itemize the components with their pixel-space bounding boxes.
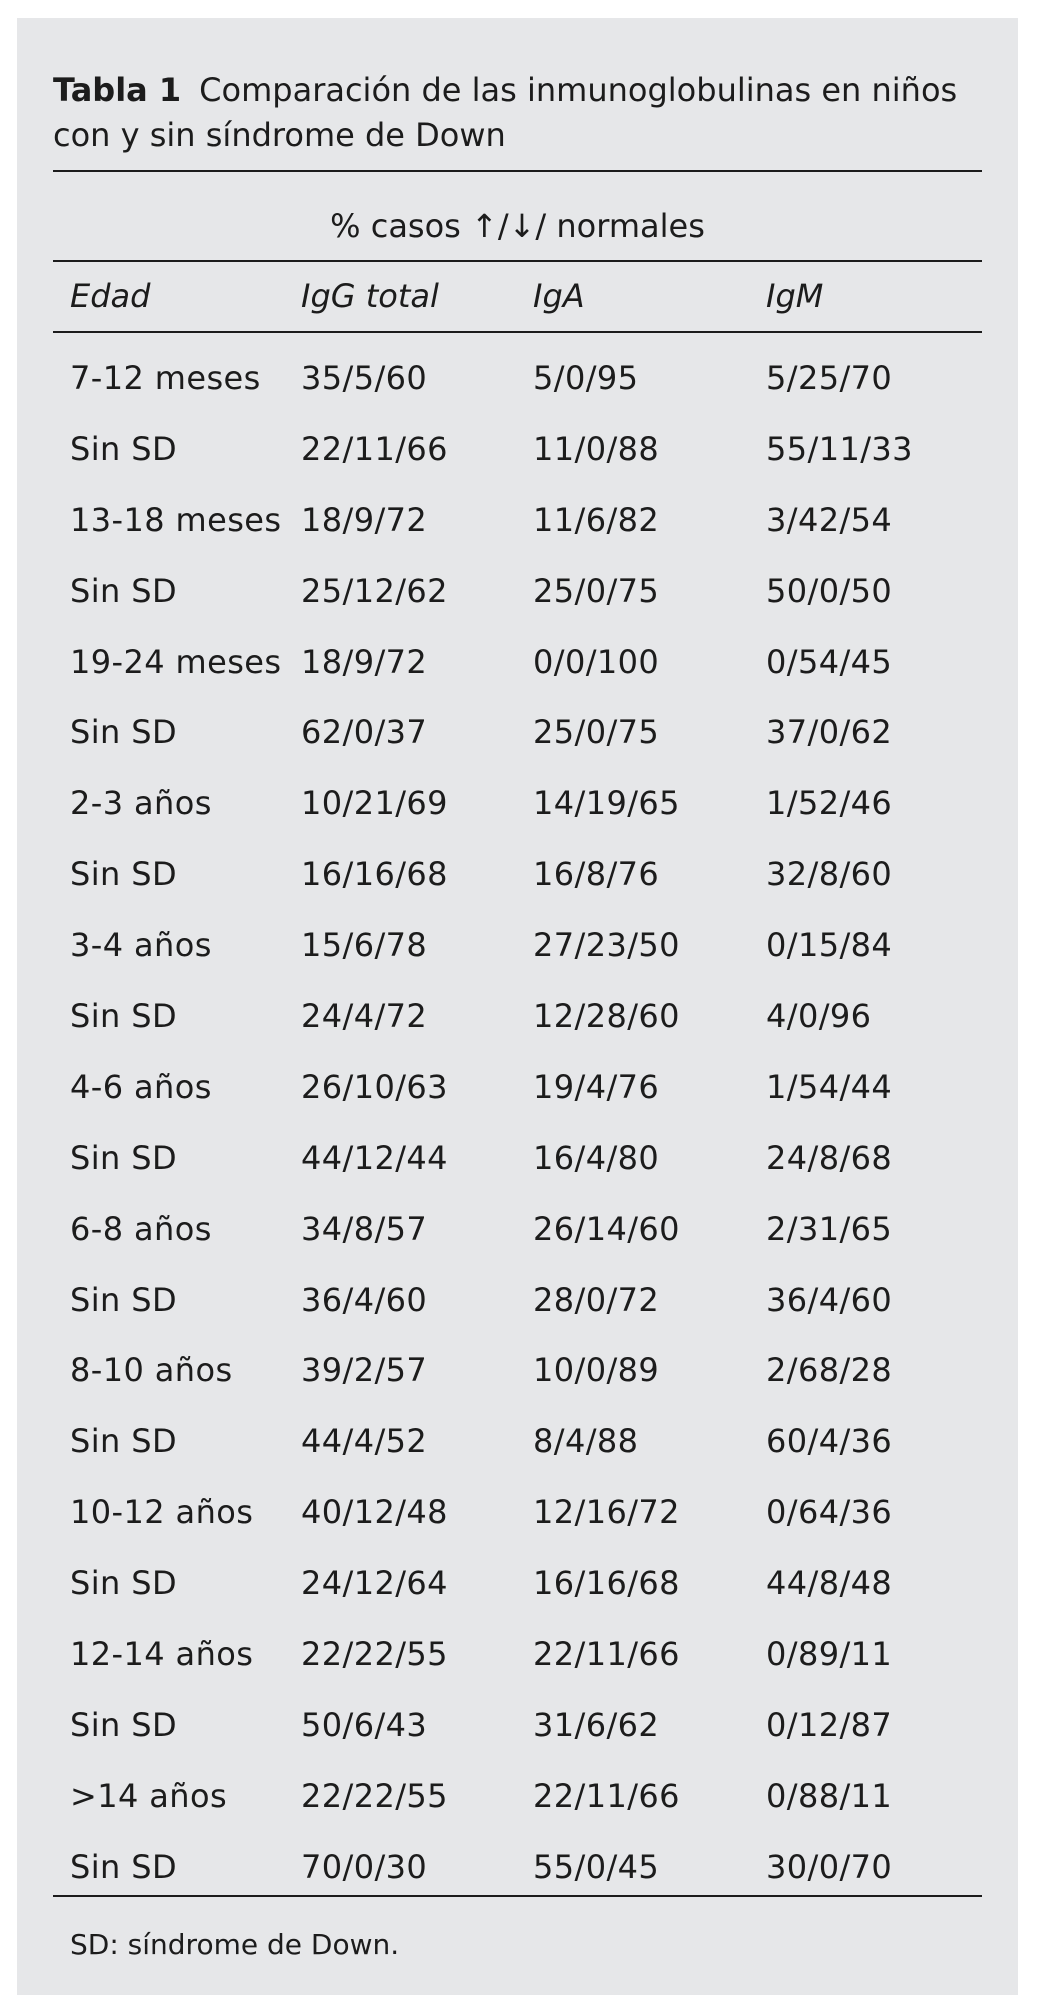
age-cell: Sin SD <box>70 1564 178 1603</box>
igg-cell: 35/5/60 <box>301 359 428 397</box>
column-headers <box>53 276 982 316</box>
age-cell: Sin SD <box>70 429 178 468</box>
igg-cell: 34/8/57 <box>301 1209 428 1248</box>
column-header-edad: Edad <box>70 277 151 315</box>
table-row <box>53 697 982 768</box>
igm-cell: 3/42/54 <box>766 500 893 539</box>
age-cell: Sin SD <box>70 1847 178 1886</box>
iga-cell: 27/23/50 <box>533 926 680 965</box>
igm-cell: 37/0/62 <box>766 713 893 752</box>
table-row <box>53 556 982 627</box>
igm-cell: 4/0/96 <box>766 997 872 1036</box>
spanning-header: % casos ↑/↓/ normales <box>330 207 705 245</box>
iga-cell: 12/28/60 <box>533 997 680 1036</box>
iga-cell: 26/14/60 <box>533 1209 680 1248</box>
igg-cell: 50/6/43 <box>301 1705 428 1744</box>
igm-cell: 0/88/11 <box>766 1776 893 1815</box>
table-body <box>53 343 982 1903</box>
age-cell: >14 años <box>70 1776 228 1815</box>
igg-cell: 70/0/30 <box>301 1847 428 1886</box>
igg-cell: 39/2/57 <box>301 1351 428 1390</box>
table-row <box>53 1406 982 1477</box>
age-cell: 10-12 años <box>70 1493 254 1532</box>
table-row <box>53 343 982 414</box>
igm-cell: 32/8/60 <box>766 855 893 894</box>
table-row <box>53 1690 982 1761</box>
age-cell: 7-12 meses <box>70 359 261 397</box>
igm-cell: 5/25/70 <box>766 359 893 397</box>
table-row <box>53 1832 982 1903</box>
age-cell: 12-14 años <box>70 1635 254 1674</box>
table-row <box>53 1265 982 1336</box>
igm-cell: 0/64/36 <box>766 1493 893 1532</box>
iga-cell: 28/0/72 <box>533 1280 660 1319</box>
age-cell: Sin SD <box>70 1422 178 1461</box>
table-row <box>53 1335 982 1406</box>
igg-cell: 22/11/66 <box>301 429 448 468</box>
table-panel <box>17 18 1018 1995</box>
age-cell: 2-3 años <box>70 784 212 823</box>
table-row <box>53 1619 982 1690</box>
igm-cell: 2/31/65 <box>766 1209 893 1248</box>
age-cell: Sin SD <box>70 1280 178 1319</box>
igg-cell: 44/12/44 <box>301 1138 448 1177</box>
age-cell: 3-4 años <box>70 926 212 965</box>
iga-cell: 14/19/65 <box>533 784 680 823</box>
igm-cell: 50/0/50 <box>766 571 893 610</box>
iga-cell: 22/11/66 <box>533 1635 680 1674</box>
table-row <box>53 1761 982 1832</box>
igg-cell: 24/12/64 <box>301 1564 448 1603</box>
bottom-rule <box>53 1895 982 1897</box>
table-row <box>53 1194 982 1265</box>
age-cell: Sin SD <box>70 997 178 1036</box>
header-divider <box>53 260 982 262</box>
table-caption <box>53 68 983 158</box>
igg-cell: 25/12/62 <box>301 571 448 610</box>
iga-cell: 12/16/72 <box>533 1493 680 1532</box>
iga-cell: 11/6/82 <box>533 500 660 539</box>
age-cell: Sin SD <box>70 571 178 610</box>
age-cell: Sin SD <box>70 713 178 752</box>
igg-cell: 16/16/68 <box>301 855 448 894</box>
igg-cell: 22/22/55 <box>301 1635 448 1674</box>
iga-cell: 0/0/100 <box>533 642 660 681</box>
table-row <box>53 1477 982 1548</box>
table-row <box>53 1052 982 1123</box>
iga-cell: 25/0/75 <box>533 571 660 610</box>
igg-cell: 44/4/52 <box>301 1422 428 1461</box>
igg-cell: 40/12/48 <box>301 1493 448 1532</box>
table-row <box>53 1123 982 1194</box>
age-cell: Sin SD <box>70 855 178 894</box>
igg-cell: 36/4/60 <box>301 1280 428 1319</box>
igm-cell: 1/52/46 <box>766 784 893 823</box>
table-row <box>53 1548 982 1619</box>
igg-cell: 18/9/72 <box>301 642 428 681</box>
table-number: Tabla 1 <box>53 71 182 109</box>
igg-cell: 10/21/69 <box>301 784 448 823</box>
column-header-igm: IgM <box>766 277 824 315</box>
iga-cell: 5/0/95 <box>533 359 639 397</box>
iga-cell: 10/0/89 <box>533 1351 660 1390</box>
age-cell: 19-24 meses <box>70 642 282 681</box>
column-header-iga: IgA <box>533 277 585 315</box>
igm-cell: 2/68/28 <box>766 1351 893 1390</box>
iga-cell: 22/11/66 <box>533 1776 680 1815</box>
column-header-igg: IgG total <box>301 277 439 315</box>
age-cell: 8-10 años <box>70 1351 233 1390</box>
iga-cell: 16/4/80 <box>533 1138 660 1177</box>
igg-cell: 24/4/72 <box>301 997 428 1036</box>
column-header-rule <box>53 331 982 333</box>
table-row <box>53 839 982 910</box>
top-rule <box>53 170 982 172</box>
age-cell: 4-6 años <box>70 1067 212 1106</box>
igg-cell: 18/9/72 <box>301 500 428 539</box>
igm-cell: 55/11/33 <box>766 429 913 468</box>
table-row <box>53 414 982 485</box>
igm-cell: 0/89/11 <box>766 1635 893 1674</box>
igg-cell: 26/10/63 <box>301 1067 448 1106</box>
iga-cell: 25/0/75 <box>533 713 660 752</box>
iga-cell: 19/4/76 <box>533 1067 660 1106</box>
igm-cell: 44/8/48 <box>766 1564 893 1603</box>
table-row <box>53 981 982 1052</box>
igm-cell: 0/15/84 <box>766 926 893 965</box>
igm-cell: 30/0/70 <box>766 1847 893 1886</box>
iga-cell: 16/16/68 <box>533 1564 680 1603</box>
table-row <box>53 485 982 556</box>
table-row <box>53 910 982 981</box>
age-cell: 6-8 años <box>70 1209 212 1248</box>
age-cell: 13-18 meses <box>70 500 282 539</box>
igm-cell: 36/4/60 <box>766 1280 893 1319</box>
igm-cell: 0/54/45 <box>766 642 893 681</box>
iga-cell: 55/0/45 <box>533 1847 660 1886</box>
iga-cell: 16/8/76 <box>533 855 660 894</box>
igg-cell: 62/0/37 <box>301 713 428 752</box>
igm-cell: 0/12/87 <box>766 1705 893 1744</box>
table-footnote: SD: síndrome de Down. <box>70 1928 400 1961</box>
table-row <box>53 627 982 698</box>
table-title: Comparación de las inmunoglobulinas en niños con y sin síndrome de Down <box>53 71 958 154</box>
igg-cell: 15/6/78 <box>301 926 428 965</box>
iga-cell: 8/4/88 <box>533 1422 639 1461</box>
igg-cell: 22/22/55 <box>301 1776 448 1815</box>
age-cell: Sin SD <box>70 1138 178 1177</box>
iga-cell: 31/6/62 <box>533 1705 660 1744</box>
igm-cell: 60/4/36 <box>766 1422 893 1461</box>
age-cell: Sin SD <box>70 1705 178 1744</box>
iga-cell: 11/0/88 <box>533 429 660 468</box>
igm-cell: 1/54/44 <box>766 1067 893 1106</box>
igm-cell: 24/8/68 <box>766 1138 893 1177</box>
table-row <box>53 768 982 839</box>
